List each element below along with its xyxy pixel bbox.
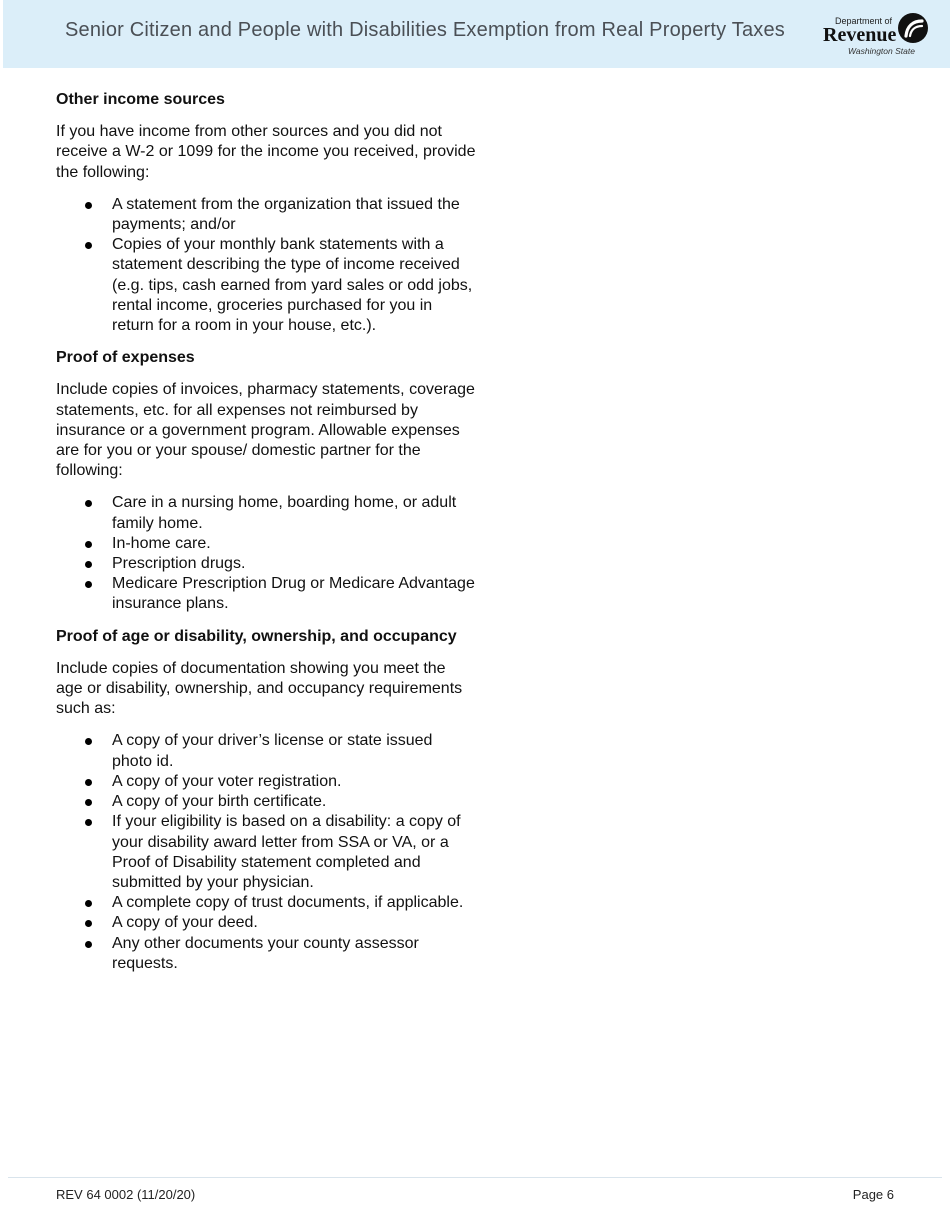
- list-item-text: Copies of your monthly bank statements with a statement describing the type of income received (e.g. tips, cash earned from yard sales or odd jobs, rental income, groceries purchased for you in return for a room in your house, etc.).: [112, 236, 473, 335]
- section-proof-of-age: [56, 627, 476, 974]
- bullet-icon: [85, 738, 92, 745]
- list-item-text: A copy of your birth certificate.: [112, 793, 327, 811]
- logo-department-text: Department of: [835, 16, 893, 26]
- list-item-text: In-home care.: [112, 534, 211, 552]
- bullet-list: [56, 731, 476, 973]
- bullet-list: [56, 195, 476, 336]
- bullet-icon: [85, 819, 92, 826]
- list-item: [56, 493, 476, 533]
- list-item: [56, 195, 476, 235]
- list-item-text: A copy of your driver’s license or state issued photo id.: [112, 732, 433, 770]
- dor-logo-mark-icon: [897, 12, 929, 44]
- page-number: Page 6: [852, 1187, 894, 1202]
- form-id: REV 64 0002 (11/20/20): [56, 1187, 196, 1202]
- list-item: [56, 772, 476, 792]
- list-item: [56, 235, 476, 336]
- list-item-text: A complete copy of trust documents, if applicable.: [112, 894, 464, 912]
- section-heading: Other income sources: [56, 91, 225, 108]
- bullet-icon: [85, 202, 92, 209]
- bullet-icon: [85, 561, 92, 568]
- bullet-icon: [85, 779, 92, 786]
- bullet-icon: [85, 242, 92, 249]
- logo-state-text: Washington State: [848, 46, 915, 56]
- list-item-text: If your eligibility is based on a disability: a copy of your disability award letter from SSA or VA, or a Proof of Disability statement completed and submitted by your physician.: [112, 813, 461, 891]
- bullet-icon: [85, 799, 92, 806]
- bullet-icon: [85, 900, 92, 907]
- bullet-icon: [85, 941, 92, 948]
- list-item: [56, 731, 476, 771]
- list-item: [56, 574, 476, 614]
- list-item-text: Any other documents your county assessor requests.: [112, 934, 419, 972]
- list-item: [56, 812, 476, 893]
- list-item: [56, 913, 476, 933]
- document-body: [56, 90, 476, 986]
- list-item: [56, 534, 476, 554]
- logo-revenue-text: Revenue: [823, 24, 897, 46]
- footer-divider: [8, 1177, 942, 1178]
- list-item-text: Care in a nursing home, boarding home, or adult family home.: [112, 494, 457, 532]
- section-proof-of-expenses: [56, 348, 476, 614]
- bullet-icon: [85, 920, 92, 927]
- list-item-text: A copy of your voter registration.: [112, 772, 342, 790]
- bullet-icon: [85, 541, 92, 548]
- list-item-text: A copy of your deed.: [112, 914, 258, 932]
- list-item: [56, 934, 476, 974]
- list-item: [56, 792, 476, 812]
- department-of-revenue-logo: [821, 12, 931, 58]
- bullet-list: [56, 493, 476, 614]
- list-item-text: Medicare Prescription Drug or Medicare Advantage insurance plans.: [112, 575, 475, 613]
- section-paragraph: Include copies of documentation showing you meet the age or disability, ownership, and occupancy requirements such as:: [56, 659, 463, 718]
- list-item-text: Prescription drugs.: [112, 555, 246, 573]
- page-header: [3, 0, 950, 68]
- section-other-income: [56, 90, 476, 336]
- section-paragraph: Include copies of invoices, pharmacy statements, coverage statements, etc. for all expenses not reimbursed by insurance or a government program. Allowable expenses are for you or your spouse/ domestic partner for the following:: [56, 381, 475, 480]
- list-item-text: A statement from the organization that issued the payments; and/or: [112, 195, 460, 234]
- section-heading: Proof of age or disability, ownership, and occupancy: [56, 627, 457, 645]
- section-paragraph: If you have income from other sources and you did not receive a W-2 or 1099 for the income you received, provide the following:: [56, 123, 476, 181]
- bullet-icon: [85, 581, 92, 588]
- section-heading: Proof of expenses: [56, 349, 195, 367]
- page-title: Senior Citizen and People with Disabilities Exemption from Real Property Taxes: [65, 19, 786, 41]
- list-item: [56, 893, 476, 913]
- list-item: [56, 554, 476, 574]
- bullet-icon: [85, 500, 92, 507]
